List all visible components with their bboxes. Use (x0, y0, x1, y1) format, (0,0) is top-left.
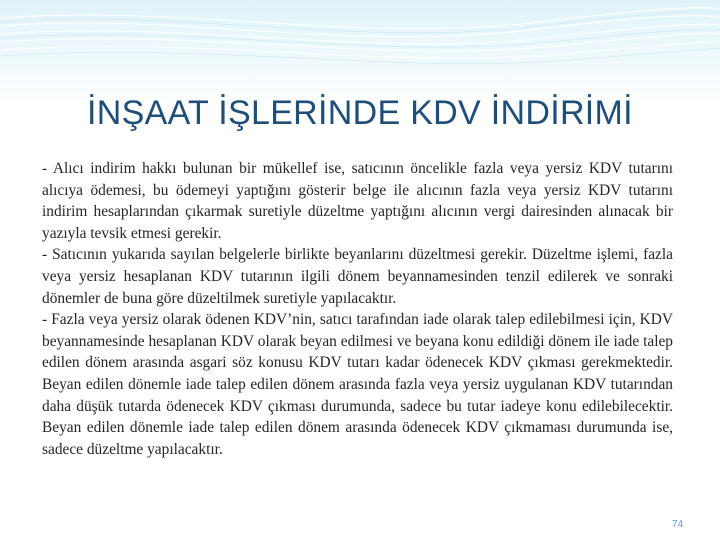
paragraph-alici-indirim: - Alıcı indirim hakkı bulunan bir mükellef ise, satıcının öncelikle fazla veya yersiz KDV tutarını alıcıya ödemesi, bu ödemeyi yaptığını gösterir belge ile alıcının fazla veya yersiz KDV tutarını indirim hesaplarından çıkarmak suretiyle düzeltme yaptığını alıcının vergi dairesinden alınacak bir yazıyla tevsik etmesi gerekir. (42, 160, 673, 242)
slide-title: İNŞAAT İŞLERİNDE KDV İNDİRİMİ (87, 94, 633, 132)
slide-body (42, 158, 673, 460)
page-number: 74 (672, 519, 684, 530)
paragraph-iade-talep: - Fazla veya yersiz olarak ödenen KDV’nin, satıcı tarafından iade olarak talep edilebilmesi için, KDV beyannamesinde hesaplanan KDV olarak beyan edilmesi ve beyana konu edildiği dönem ile iade talep edilen dönem arasında asgari söz konusu KDV tutarı kadar ödenecek KDV çıkması gerekmektedir. Beyan edilen dönemle iade talep edilen dönem arasında fazla veya yersiz uygulanan KDV tutarından daha düşük tutarda ödenecek KDV çıkması durumunda, sadece bu tutar iadeye konu edilebilecektir. Beyan edilen dönemle iade talep edilen dönem arasında ödenecek KDV çıkmaması durumunda ise, sadece düzeltme yapılacaktır. (42, 311, 673, 458)
decorative-wave-lines (0, 0, 720, 90)
paragraph-satici-beyan: - Satıcının yukarıda sayılan belgelerle birlikte beyanlarını düzeltmesi gerekir. Düzeltme işlemi, fazla veya yersiz hesaplanan KDV tutarının ilgili dönem beyannamesinden tenzil edilerek ve sonraki dönemler de buna göre düzeltilmek suretiyle yapılacaktır. (42, 246, 673, 307)
